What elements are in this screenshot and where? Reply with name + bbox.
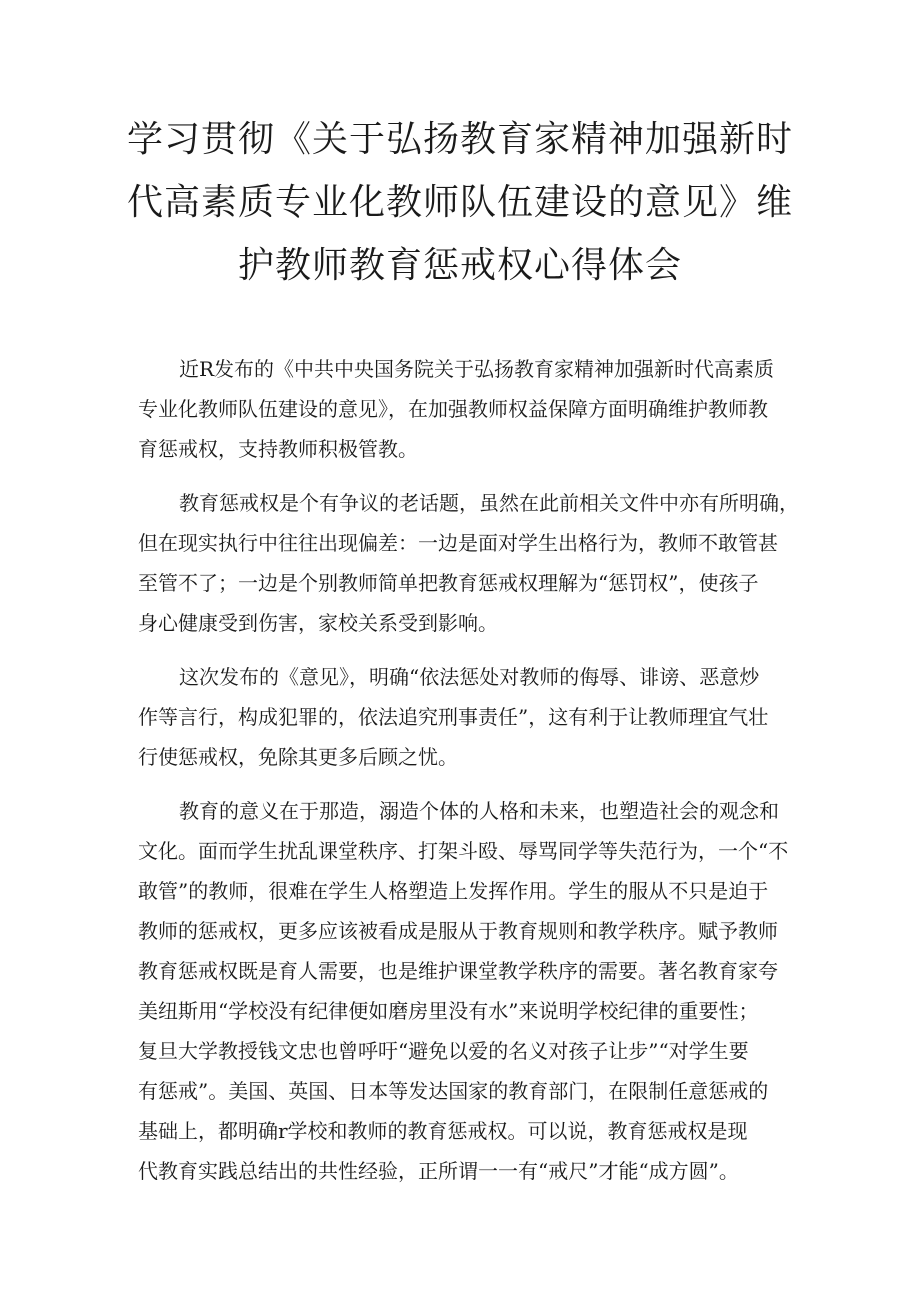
paragraph-line: 这次发布的《意见》，明确“依法惩处对教师的侮辱、诽谤、恶意炒 [179,665,760,689]
paragraph-line: 育惩戒权，支持教师积极管教。 [138,437,418,461]
paragraph-line: 复旦大学教授钱文忠也曾呼吁“避免以爱的名义对孩子让步”“对学生要 [138,1039,749,1063]
paragraph-line: 美纽斯用“学校没有纪律便如磨房里没有水”来说明学校纪律的重要性； [138,999,759,1023]
paragraph-line: 文化。面而学生扰乱课堂秩序、打架斗殴、辱骂同学等失范行为，一个“不 [138,839,789,863]
paragraph-line: 敢管”的教师，很难在学生人格塑造上发挥作用。学生的服从不只是迫于 [138,879,769,903]
paragraph-2 [138,483,799,643]
title-line-2: 代高素质专业化教师队伍建设的意见》维 [126,182,793,223]
paragraph-line: 作等言行，构成犯罪的，依法追究刑事责任”，这有利于让教师理宜气壮 [138,705,769,729]
paragraph-line: 行使惩戒权，免除其更多后顾之忧。 [138,745,458,769]
paragraph-line: 代教育实践总结出的共性经验，正所谓一一有“戒尺”才能“成方圆”。 [138,1159,739,1183]
paragraph-line: 身心健康受到伤害，家校关系受到影响。 [138,611,498,635]
paragraph-line: 有惩戒”。美国、英国、日本等发达国家的教育部门，在限制任意惩戒的 [138,1079,769,1103]
paragraph-line: 专业化教师队伍建设的意见》，在加强教师权益保障方面明确维护教师教 [138,397,768,421]
paragraph-1 [138,349,788,469]
paragraph-line: 至管不了；一边是个别教师简单把教育惩戒权理解为“惩罚权”，使孩子 [138,571,759,595]
paragraph-line: 但在现实执行中往往出现偏差：一边是面对学生出格行为，教师不敢管甚 [138,531,778,555]
paragraph-line: 教育的意义在于那造，溺造个体的人格和未来，也塑造社会的观念和 [179,799,779,823]
paragraph-line: 基础上，都明确r学校和教师的教育惩戒权。可以说，教育惩戒权是现 [138,1119,748,1143]
paragraph-3 [138,657,788,777]
paragraph-line: 近R发布的《中共中央国务院关于弘扬教育家精神加强新时代高素质 [179,357,775,381]
paragraph-4 [138,791,788,1191]
title-line-1: 学习贯彻《关于弘扬教育家精神加强新时 [126,119,793,160]
paragraph-line: 教育惩戒权是个有争议的老话题，虽然在此前相关文件中亦有所明确， [179,491,799,515]
paragraph-line: 教育惩戒权既是育人需要，也是维护课堂教学秩序的需要。著名教育家夸 [138,959,778,983]
title-line-3: 护教师教育惩戒权心得体会 [237,245,682,286]
document-body [138,349,799,1205]
paragraph-line: 教师的惩戒权，更多应该被看成是服从于教育规则和教学秩序。赋予教师 [138,919,778,943]
document-title [120,108,800,297]
